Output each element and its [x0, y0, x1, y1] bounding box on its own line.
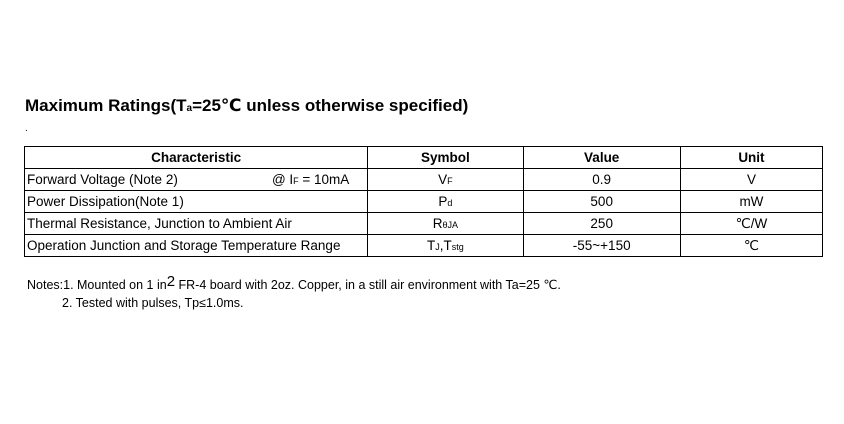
row-unit: ℃ [680, 235, 822, 257]
note-1-suffix: FR-4 board with 2oz. Copper, in a still air environment with Ta=25 ℃. [175, 278, 561, 292]
header-characteristic: Characteristic [25, 147, 368, 169]
symbol-main: P [438, 194, 448, 209]
characteristic-text: Forward Voltage (Note 2) [27, 172, 178, 187]
row-characteristic: Operation Junction and Storage Temperature Range [25, 235, 368, 257]
table-row [25, 169, 823, 191]
symbol-subscript: d [447, 198, 453, 208]
note-1 [27, 273, 561, 294]
title-subscript: a [186, 103, 193, 114]
ratings-table [24, 146, 823, 257]
row-characteristic: Thermal Resistance, Junction to Ambient Air [25, 213, 368, 235]
row-symbol [368, 191, 523, 213]
symbol-subscript-2: stg [451, 242, 464, 252]
symbol-subscript: θJA [442, 220, 459, 230]
row-value: -55~+150 [523, 235, 680, 257]
table-header-row [25, 147, 823, 169]
header-value: Value [523, 147, 680, 169]
header-unit: Unit [680, 147, 822, 169]
table-row [25, 191, 823, 213]
row-value: 500 [523, 191, 680, 213]
symbol-subscript: J [435, 242, 440, 252]
row-unit: ℃/W [680, 213, 822, 235]
row-characteristic [25, 169, 368, 191]
condition-subscript: F [293, 176, 299, 186]
stray-dot: . [25, 123, 28, 134]
test-condition [272, 172, 349, 187]
symbol-main: V [438, 172, 448, 187]
symbol-main: R [432, 216, 443, 231]
title-prefix: Maximum Ratings(T [25, 96, 187, 115]
row-value: 0.9 [523, 169, 680, 191]
page-title [25, 96, 468, 116]
symbol-subscript: F [447, 176, 453, 186]
row-unit: mW [680, 191, 822, 213]
notes [27, 273, 561, 312]
row-symbol [368, 235, 523, 257]
row-unit: V [680, 169, 822, 191]
row-symbol [368, 169, 523, 191]
table-row [25, 213, 823, 235]
table-row [25, 235, 823, 257]
note-1-prefix: Notes:1. Mounted on 1 in [27, 278, 167, 292]
title-suffix: =25℃ unless otherwise specified) [192, 96, 469, 115]
row-symbol [368, 213, 523, 235]
header-symbol: Symbol [368, 147, 523, 169]
condition-prefix: @ I [271, 172, 294, 187]
note-1-superscript: 2 [166, 273, 176, 290]
symbol-main: T [427, 238, 436, 253]
symbol-separator: ,T [439, 238, 452, 253]
row-characteristic: Power Dissipation(Note 1) [25, 191, 368, 213]
row-value: 250 [523, 213, 680, 235]
condition-suffix: = 10mA [298, 172, 350, 187]
note-2: 2. Tested with pulses, Tp≤1.0ms. [62, 296, 244, 310]
